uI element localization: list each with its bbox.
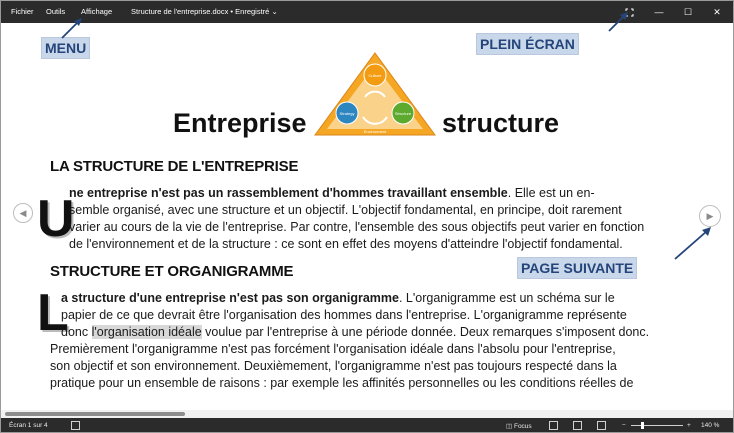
environment-label: Environment — [363, 129, 387, 134]
previous-page-button[interactable] — [13, 203, 33, 223]
paragraph-organigramme-bottom — [50, 341, 685, 392]
header-title-right: structure — [442, 108, 560, 138]
zoom-out-button[interactable]: − — [622, 422, 626, 429]
accessibility-icon[interactable] — [71, 421, 80, 430]
zoom-slider-knob[interactable] — [641, 422, 644, 429]
dropcap-l: L — [37, 284, 69, 342]
paragraph-organigramme-mid — [61, 324, 685, 341]
arrow-next-page-icon — [671, 223, 715, 263]
paragraph-organigramme-top — [61, 290, 685, 324]
chevron-down-icon: ⌄ — [271, 7, 278, 16]
arrow-fullscreen-icon — [606, 9, 632, 35]
header-title-left: Entreprise — [173, 108, 307, 138]
focus-label: Focus — [513, 423, 532, 430]
print-layout-icon[interactable] — [573, 421, 582, 430]
para1-line1-bold: ne entreprise n'est pas un rassemblement d'hommes travaillant ensemble — [69, 186, 508, 200]
callout-next-page: PAGE SUIVANTE — [517, 257, 637, 279]
document-page — [1, 23, 734, 413]
document-name: Structure de l'entreprise.docx — [131, 7, 229, 16]
para1-line2: semble organisé, avec une structure et un objectif. L'objectif fondamental, en principe, doit rarement — [69, 203, 622, 217]
status-bar — [1, 418, 734, 433]
callout-menu: MENU — [41, 37, 90, 59]
highlighted-text[interactable]: l'organisation idéale — [91, 325, 202, 339]
web-layout-icon[interactable] — [597, 421, 606, 430]
zoom-slider[interactable] — [631, 425, 683, 426]
menu-file[interactable]: Fichier — [11, 7, 34, 16]
strategy-label: Strategy — [339, 111, 355, 116]
para2-line5: son objectif et son environnement. Deuxièmement, l'organigramme n'est pas toujours respecté dans la — [50, 359, 617, 373]
para2-line1-rest: . L'organigramme est un schéma sur le — [398, 291, 615, 305]
arrow-menu-icon — [59, 15, 85, 41]
zoom-in-button[interactable]: + — [687, 422, 691, 429]
para2-line1-bold: a structure d'une entreprise n'est pas son organigramme — [61, 291, 399, 305]
horizontal-scrollbar[interactable] — [1, 410, 734, 418]
para1-line4: de l'environnement et de la structure : ce sont en effet des moyens d'atteindre l'objectif fondamental. — [69, 237, 623, 251]
paragraph-structure — [69, 185, 685, 253]
scrollbar-thumb[interactable] — [5, 412, 185, 416]
section-heading-organigramme: STRUCTURE ET ORGANIGRAMME — [50, 263, 294, 280]
focus-button[interactable] — [506, 422, 532, 430]
arrow-left-icon: ◀ — [19, 207, 27, 218]
organization-diagram — [313, 51, 437, 137]
maximize-button[interactable]: ☐ — [683, 6, 693, 17]
read-mode-icon[interactable] — [549, 421, 558, 430]
menu-view[interactable]: Affichage — [81, 7, 113, 16]
arrow-right-icon: ▶ — [706, 210, 714, 221]
save-status: Enregistré — [235, 7, 270, 16]
section-heading-structure: LA STRUCTURE DE L'ENTREPRISE — [50, 158, 299, 175]
para2-line3-post: voulue par l'entreprise à une période donnée. Deux remarques s'imposent donc. — [201, 325, 650, 339]
zoom-level[interactable]: 140 % — [701, 422, 720, 429]
page-count: Écran 1 sur 4 — [9, 422, 48, 429]
para2-line3-pre: donc — [61, 325, 92, 339]
para1-line3: varier au cours de la vie de l'entreprise. Par contre, l'ensemble des sous objectifs peut varier en fonction — [69, 220, 645, 234]
dropcap-u: U — [37, 190, 75, 248]
title-separator: • — [230, 7, 234, 16]
para2-line4: Premièrement l'organigramme n'est pas forcément l'organisation idéale dans l'absolu pour l'entreprise, — [50, 342, 616, 356]
menu-tools[interactable]: Outils — [46, 7, 66, 16]
para2-line6: pratique pour un ensemble de raisons : par exemple les affinités personnelles ou les conditions réelles de — [50, 376, 634, 390]
focus-icon: ◫ — [506, 423, 513, 430]
callout-fullscreen: PLEIN ÉCRAN — [476, 33, 579, 55]
structure-label: Structure — [394, 111, 412, 116]
para2-line2: papier de ce que devrait être l'organisation des hommes dans l'entreprise. L'organigramme représente — [61, 308, 627, 322]
close-button[interactable]: ✕ — [713, 6, 721, 17]
para1-line1-rest: . Elle est un en- — [507, 186, 595, 200]
culture-label: Culture — [368, 73, 382, 78]
minimize-button[interactable]: — — [654, 7, 664, 17]
document-title[interactable] — [131, 7, 278, 16]
